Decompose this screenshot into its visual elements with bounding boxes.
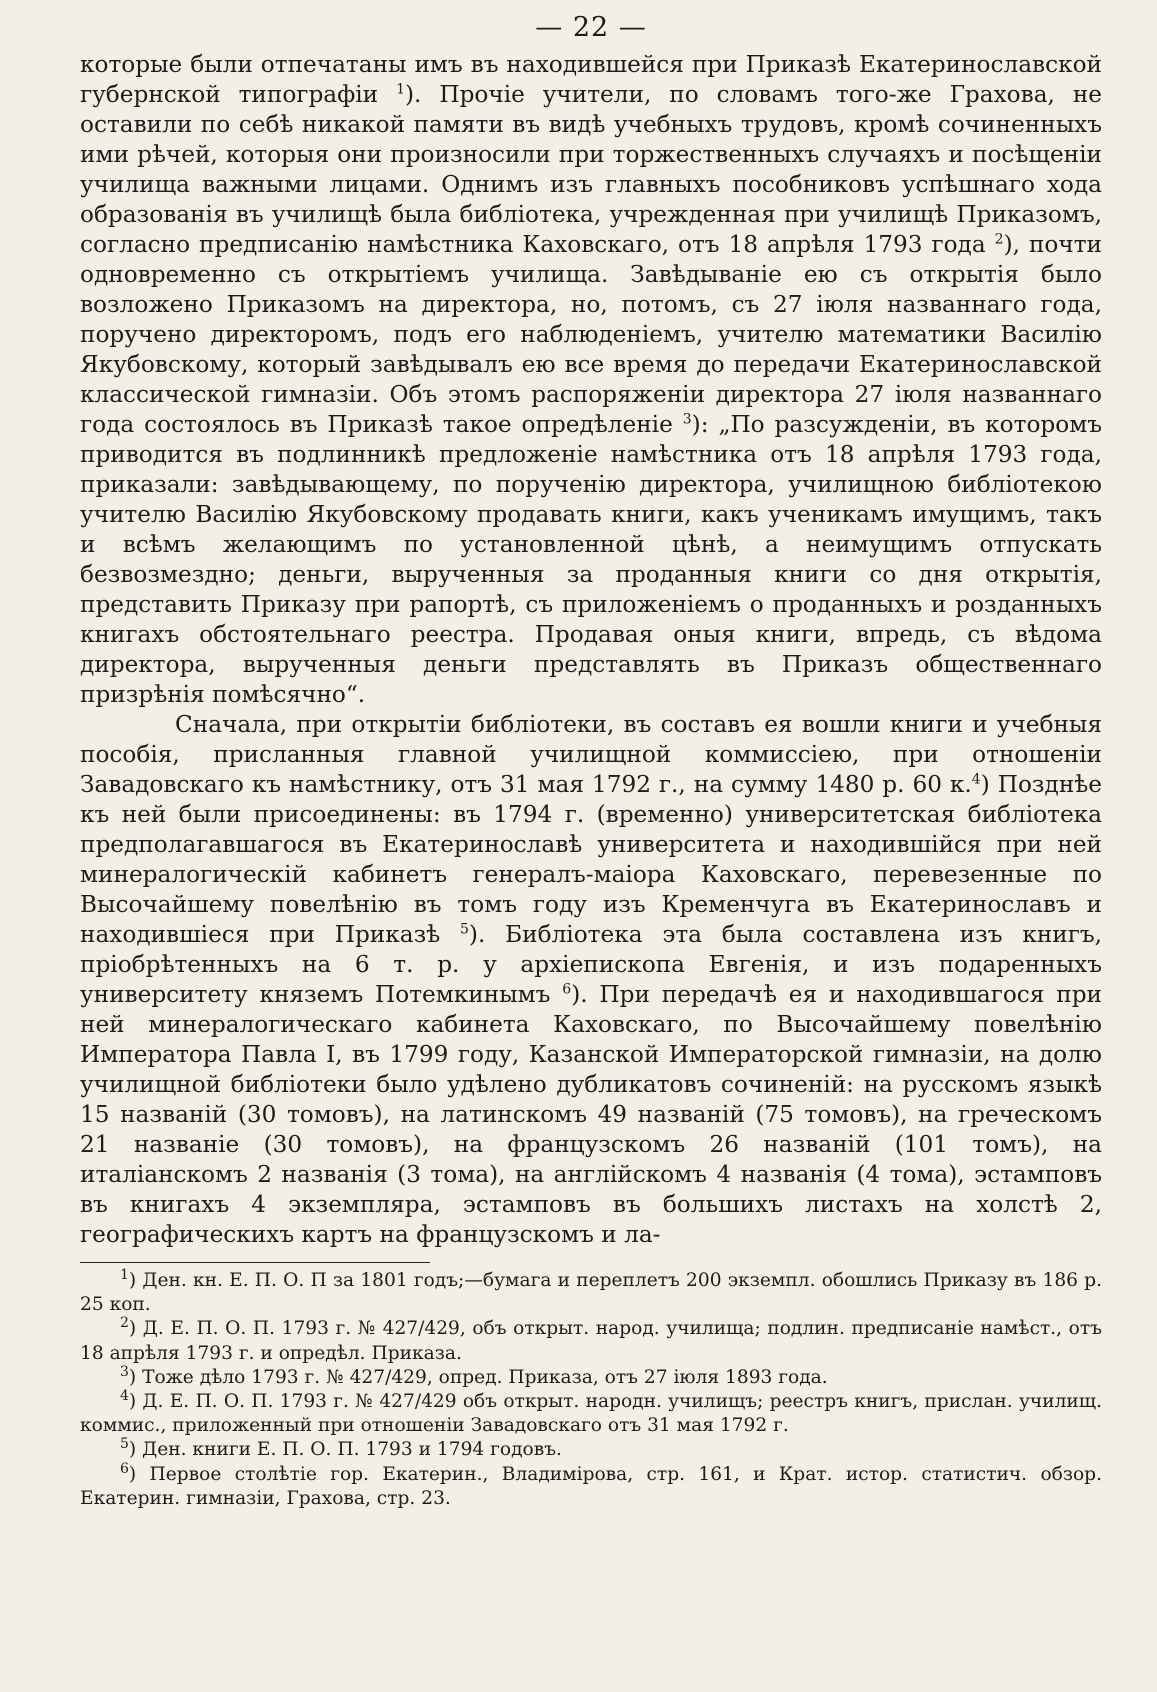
footnote-mark: 5 <box>120 1436 129 1453</box>
text-segment: ). Библіотека эта была составлена изъ книгъ, пріобрѣтенныхъ на 6 т. р. у архіепископа Евгенія, и изъ подаренныхъ университету княземъ Потемкинымъ <box>80 921 1102 1008</box>
footnote-ref[interactable]: 1 <box>396 81 405 98</box>
footnote-text: ) Д. Е. П. О. П. 1793 г. № 427/429 объ открыт. народн. училищъ; реестръ книгъ, прислан. училищ. коммис., приложенный при отношеніи Завадовскаго отъ 31 мая 1792 г. <box>80 1391 1102 1437</box>
main-text <box>80 50 1102 1250</box>
paragraph-2 <box>80 710 1102 1250</box>
footnote-text: ) Д. Е. П. О. П. 1793 г. № 427/429, объ открыт. народ. училища; подлин. предписаніе намѣст., отъ 18 апрѣля 1793 г. и опредѣл. Приказа. <box>80 1318 1102 1364</box>
text-segment: которые были отпечатаны имъ въ находившейся при Приказѣ Екатеринославской губернской типографіи <box>80 51 1102 108</box>
text-segment: ): „По разсужденіи, въ которомъ приводится въ подлинникѣ предложеніе намѣстника отъ 18 апрѣля 1793 года, приказали: завѣдывающему, по порученію директора, училищною библіотекою учителю Василію Якубовскому продавать книги, какъ ученикамъ имущимъ, такъ и всѣмъ желающимъ по установленной цѣнѣ, а неимущимъ отпускать безвозмездно; деньги, вырученныя за проданныя книги со дня открытія, представить Приказу при рапортѣ, съ приложеніемъ о проданныхъ и розданныхъ книгахъ обстоятельнаго реестра. Продавая оныя книги, впредь, съ вѣдома директора, вырученныя деньги представлять въ Приказъ общественнаго призрѣнія помѣсячно“. <box>80 411 1102 708</box>
footnote-ref[interactable]: 2 <box>994 231 1004 248</box>
footnote-mark: 6 <box>120 1460 129 1477</box>
paragraph-1 <box>80 50 1102 710</box>
text-segment: Сначала, при открытіи библіотеки, въ составъ ея вошли книги и учебныя пособія, присланныя главной училищной коммиссіею, при отношеніи Завадовскаго къ намѣстнику, отъ 31 мая 1792 г., на сумму 1480 р. 60 к. <box>80 711 1102 798</box>
footnote-3 <box>80 1363 1102 1390</box>
footnote-2 <box>80 1317 1102 1365</box>
footnote-5 <box>80 1438 1102 1462</box>
footnote-text: ) Ден. книги Е. П. О. П. 1793 и 1794 годовъ. <box>128 1439 562 1461</box>
footnote-ref[interactable]: 3 <box>682 411 692 428</box>
footnote-6 <box>80 1460 1102 1511</box>
footnote-text: ) Первое столѣтіе гор. Екатерин., Владимірова, стр. 161, и Крат. истор. статистич. обзор. Екатерин. гимназіи, Грахова, стр. 23. <box>80 1463 1102 1509</box>
text-segment: ) Позднѣе къ ней были присоединены: въ 1794 г. (временно) университетская библіотека предполагавшагося въ Екатеринославѣ университета и находившійся при ней минералогическій кабинетъ генералъ-маіора Каховскаго, перевезенные по Высочайшему повелѣнію въ томъ году изъ Кременчуга въ Екатеринославъ и находившіеся при Приказѣ <box>80 771 1102 948</box>
footnote-ref[interactable]: 5 <box>460 921 469 938</box>
text-segment: ). При передачѣ ея и находившагося при ней минералогическаго кабинета Каховскаго, по Высочайшему повелѣнію Императора Павла I, въ 1799 году, Казанской Императорской гимназіи, на долю училищной библіотеки было удѣлено дубликатовъ сочиненій: на русскомъ языкѣ 15 названій (30 томовъ), на латинскомъ 49 названій (75 томовъ), на греческомъ 21 названіе (30 томовъ), на французскомъ 26 названій (101 томъ), на италіанскомъ 2 названія (3 тома), на англійскомъ 4 названія (4 тома), эстамповъ въ книгахъ 4 экземпляра, эстамповъ въ большихъ листахъ на холстѣ 2, географическихъ картъ на французскомъ и ла- <box>80 981 1102 1248</box>
footnote-mark: 2 <box>120 1315 129 1332</box>
footnote-ref[interactable]: 6 <box>562 981 572 998</box>
footnote-separator <box>80 1262 430 1263</box>
footnote-mark: 1 <box>120 1266 129 1283</box>
footnote-text: ) Ден. кн. Е. П. О. П за 1801 годъ;—бумага и переплетъ 200 экземпл. обошлись Приказу въ 186 р. 25 коп. <box>80 1270 1102 1316</box>
text-segment: ). Прочіе учители, по словамъ того-же Грахова, не оставили по себѣ никакой памяти въ видѣ учебныхъ трудовъ, кромѣ сочиненныхъ ими рѣчей, которыя они произносили при торжественныхъ случаяхъ и посѣщеніи училища важными лицами. Однимъ изъ главныхъ пособниковъ успѣшнаго хода образованія въ училищѣ была библіотека, учрежденная при училищѣ Приказомъ, согласно предписанію намѣстника Каховскаго, отъ 18 апрѣля 1793 года <box>80 81 1102 258</box>
footnotes <box>80 1266 1102 1511</box>
footnote-ref[interactable]: 4 <box>971 771 981 788</box>
footnote-mark: 4 <box>120 1387 129 1404</box>
footnote-mark: 3 <box>120 1363 129 1380</box>
text-segment: ), почти одновременно съ открытіемъ училища. Завѣдываніе ею съ открытія было возложено Приказомъ на директора, но, потомъ, съ 27 іюля названнаго года, поручено директоромъ, подъ его наблюденіемъ, учителю математики Василію Якубовскому, который завѣдывалъ ею все время до передачи Екатеринославской классической гимназіи. Объ этомъ распоряженіи директора 27 іюля названнаго года состоялось въ Приказѣ такое опредѣленіе <box>80 231 1102 438</box>
footnote-text: ) Тоже дѣло 1793 г. № 427/429, опред. Приказа, отъ 27 іюля 1893 года. <box>128 1366 828 1388</box>
page-number: — 22 — <box>535 12 647 43</box>
footnote-1 <box>80 1266 1102 1317</box>
footnote-4 <box>80 1387 1102 1438</box>
